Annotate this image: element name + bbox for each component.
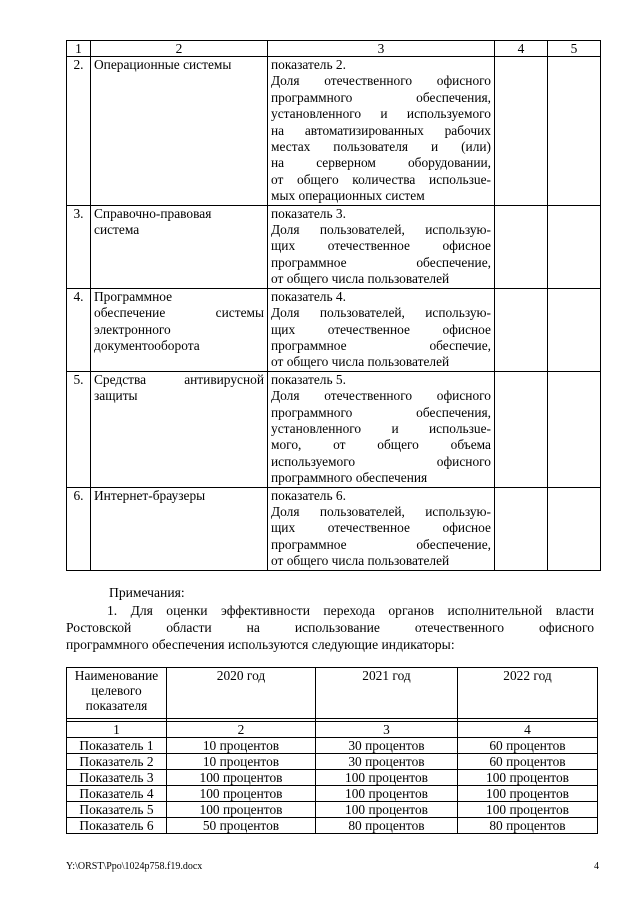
empty-cell-4 [495, 371, 548, 487]
table-row [67, 288, 601, 371]
indicator-value: 100 процентов [167, 802, 316, 818]
text-line: Доля отечественного офисного [271, 388, 491, 404]
indicator-name: Показатель 5 [67, 802, 167, 818]
text-line: щих отечественное офисное [271, 238, 491, 254]
text-line: система [94, 222, 140, 238]
text-line: обеспечение системы [94, 305, 264, 321]
text-line: показатель 5. [271, 371, 346, 387]
row-number: 5. [67, 371, 91, 487]
indicator-row [67, 770, 598, 786]
indicator-value: 100 процентов [316, 786, 458, 802]
column-number: 1 [67, 722, 167, 738]
system-name-cell [91, 487, 268, 570]
text-line: показатель 2. [271, 57, 346, 72]
text-line: показатель 3. [271, 205, 346, 221]
table-row [67, 57, 601, 206]
text-line: на автоматизированных рабочих [271, 122, 491, 138]
text-line: от общего числа пользователей [271, 271, 450, 287]
text-line: от общего количества использue- [271, 171, 491, 187]
year-header: 2021 год [316, 668, 458, 719]
indicator-value: 60 процентов [458, 738, 598, 754]
text-line: программного обеспечения [271, 470, 428, 486]
notes-heading: Примечания: [109, 585, 185, 600]
column-number-row [67, 722, 598, 738]
text-line: программного обеспечения, [271, 404, 491, 420]
header-cell: 1 [67, 41, 91, 57]
text-line: от общего числа пользователей [271, 354, 450, 370]
empty-cell-4 [495, 57, 548, 206]
indicator-description-cell [268, 57, 495, 206]
column-number: 2 [167, 722, 316, 738]
indicator-description-cell [268, 487, 495, 570]
text-line: щих отечественное офисное [271, 520, 491, 536]
indicator-description-cell [268, 371, 495, 487]
empty-cell-5 [548, 487, 601, 570]
indicator-value: 10 процентов [167, 754, 316, 770]
indicator-value: 80 процентов [316, 818, 458, 834]
text-line: показатель 4. [271, 288, 346, 304]
indicator-description-cell [268, 205, 495, 288]
system-name-cell [91, 205, 268, 288]
header-cell: 4 [495, 41, 548, 57]
text-line: Справочно-правовая [94, 205, 212, 221]
indicator-header-row [67, 668, 598, 719]
text-line: программное обеспечение, [271, 536, 491, 552]
year-header: 2022 год [458, 668, 598, 719]
text-line: используемого офисного [271, 453, 491, 469]
header-cell: 2 [91, 41, 268, 57]
text-line: Операционные системы [94, 57, 232, 72]
text-line: показатель 6. [271, 487, 346, 503]
text-line: защиты [94, 388, 138, 404]
text-line: Программное [94, 288, 173, 304]
indicator-value: 100 процентов [316, 770, 458, 786]
indicator-name: Показатель 2 [67, 754, 167, 770]
text-line: Доля пользователей, использую- [271, 222, 491, 238]
empty-cell-4 [495, 487, 548, 570]
system-name-cell [91, 371, 268, 487]
indicator-value: 100 процентов [458, 802, 598, 818]
software-indicators-table [66, 40, 601, 571]
text-line: документооборота [94, 337, 200, 353]
indicator-value: 50 процентов [167, 818, 316, 834]
text-line: местах пользователя и (или) [271, 139, 491, 155]
system-name-cell [91, 288, 268, 371]
header-cell: 5 [548, 41, 601, 57]
text-line: на серверном оборудовании, [271, 155, 491, 171]
text-line: программное обеспечие, [271, 337, 491, 353]
indicator-value: 80 процентов [458, 818, 598, 834]
header-line: показателя [85, 698, 148, 713]
text-line: Доля пользователей, использую- [271, 305, 491, 321]
indicator-row [67, 738, 598, 754]
notes-line: программного обеспечения используются следующие индикаторы: [66, 637, 455, 652]
notes-line: Ростовской области на использование отечественного офисного [66, 620, 594, 635]
indicator-value: 100 процентов [167, 770, 316, 786]
footer-file-path: Y:\ORST\Ppo\1024p758.f19.docx [66, 861, 203, 872]
table-row [67, 205, 601, 288]
indicator-value: 100 процентов [458, 770, 598, 786]
indicator-row [67, 754, 598, 770]
text-line: Средства антивирусной [94, 371, 264, 387]
text-line: Доля отечественного офисного [271, 73, 491, 89]
text-line: установленного и используемого [271, 106, 491, 122]
year-header: 2020 год [167, 668, 316, 719]
indicator-name-header [67, 668, 167, 719]
notes-paragraph [66, 602, 594, 653]
notes-line: 1. Для оценки эффективности перехода органов исполнительной власти [107, 603, 594, 618]
row-number: 3. [67, 205, 91, 288]
text-line: Доля пользователей, использую- [271, 503, 491, 519]
empty-cell-5 [548, 371, 601, 487]
text-line: щих отечественное офисное [271, 321, 491, 337]
system-name-cell [91, 57, 268, 206]
indicator-value: 100 процентов [167, 786, 316, 802]
indicator-row [67, 818, 598, 834]
text-line: программного обеспечения, [271, 89, 491, 105]
indicator-name: Показатель 3 [67, 770, 167, 786]
indicator-value: 60 процентов [458, 754, 598, 770]
indicator-description-cell [268, 288, 495, 371]
empty-cell-4 [495, 205, 548, 288]
text-line: мого, от общего объема [271, 437, 491, 453]
row-number: 6. [67, 487, 91, 570]
indicator-value: 10 процентов [167, 738, 316, 754]
empty-cell-5 [548, 205, 601, 288]
column-number: 4 [458, 722, 598, 738]
text-line: программное обеспечение, [271, 254, 491, 270]
indicator-row [67, 786, 598, 802]
indicator-value: 100 процентов [458, 786, 598, 802]
empty-cell-5 [548, 288, 601, 371]
page-number: 4 [594, 861, 599, 872]
table-row [67, 487, 601, 570]
text-line: мых операционных систем [271, 188, 425, 204]
indicator-name: Показатель 4 [67, 786, 167, 802]
text-line: электронного [94, 321, 171, 337]
target-indicators-table [66, 667, 598, 834]
table-row [67, 371, 601, 487]
indicator-value: 30 процентов [316, 754, 458, 770]
table-header-row [67, 41, 601, 57]
column-number: 3 [316, 722, 458, 738]
row-number: 4. [67, 288, 91, 371]
text-line: установленного и использue- [271, 420, 491, 436]
empty-cell-5 [548, 57, 601, 206]
text-line: от общего числа пользователей [271, 553, 450, 569]
indicator-value: 100 процентов [316, 802, 458, 818]
text-line: Интернет-браузеры [94, 487, 206, 503]
row-number: 2. [67, 57, 91, 206]
indicator-name: Показатель 1 [67, 738, 167, 754]
indicator-name: Показатель 6 [67, 818, 167, 834]
empty-cell-4 [495, 288, 548, 371]
indicator-value: 30 процентов [316, 738, 458, 754]
indicator-row [67, 802, 598, 818]
header-cell: 3 [268, 41, 495, 57]
header-line: целевого [91, 683, 142, 698]
header-line: Наименование [74, 668, 159, 683]
